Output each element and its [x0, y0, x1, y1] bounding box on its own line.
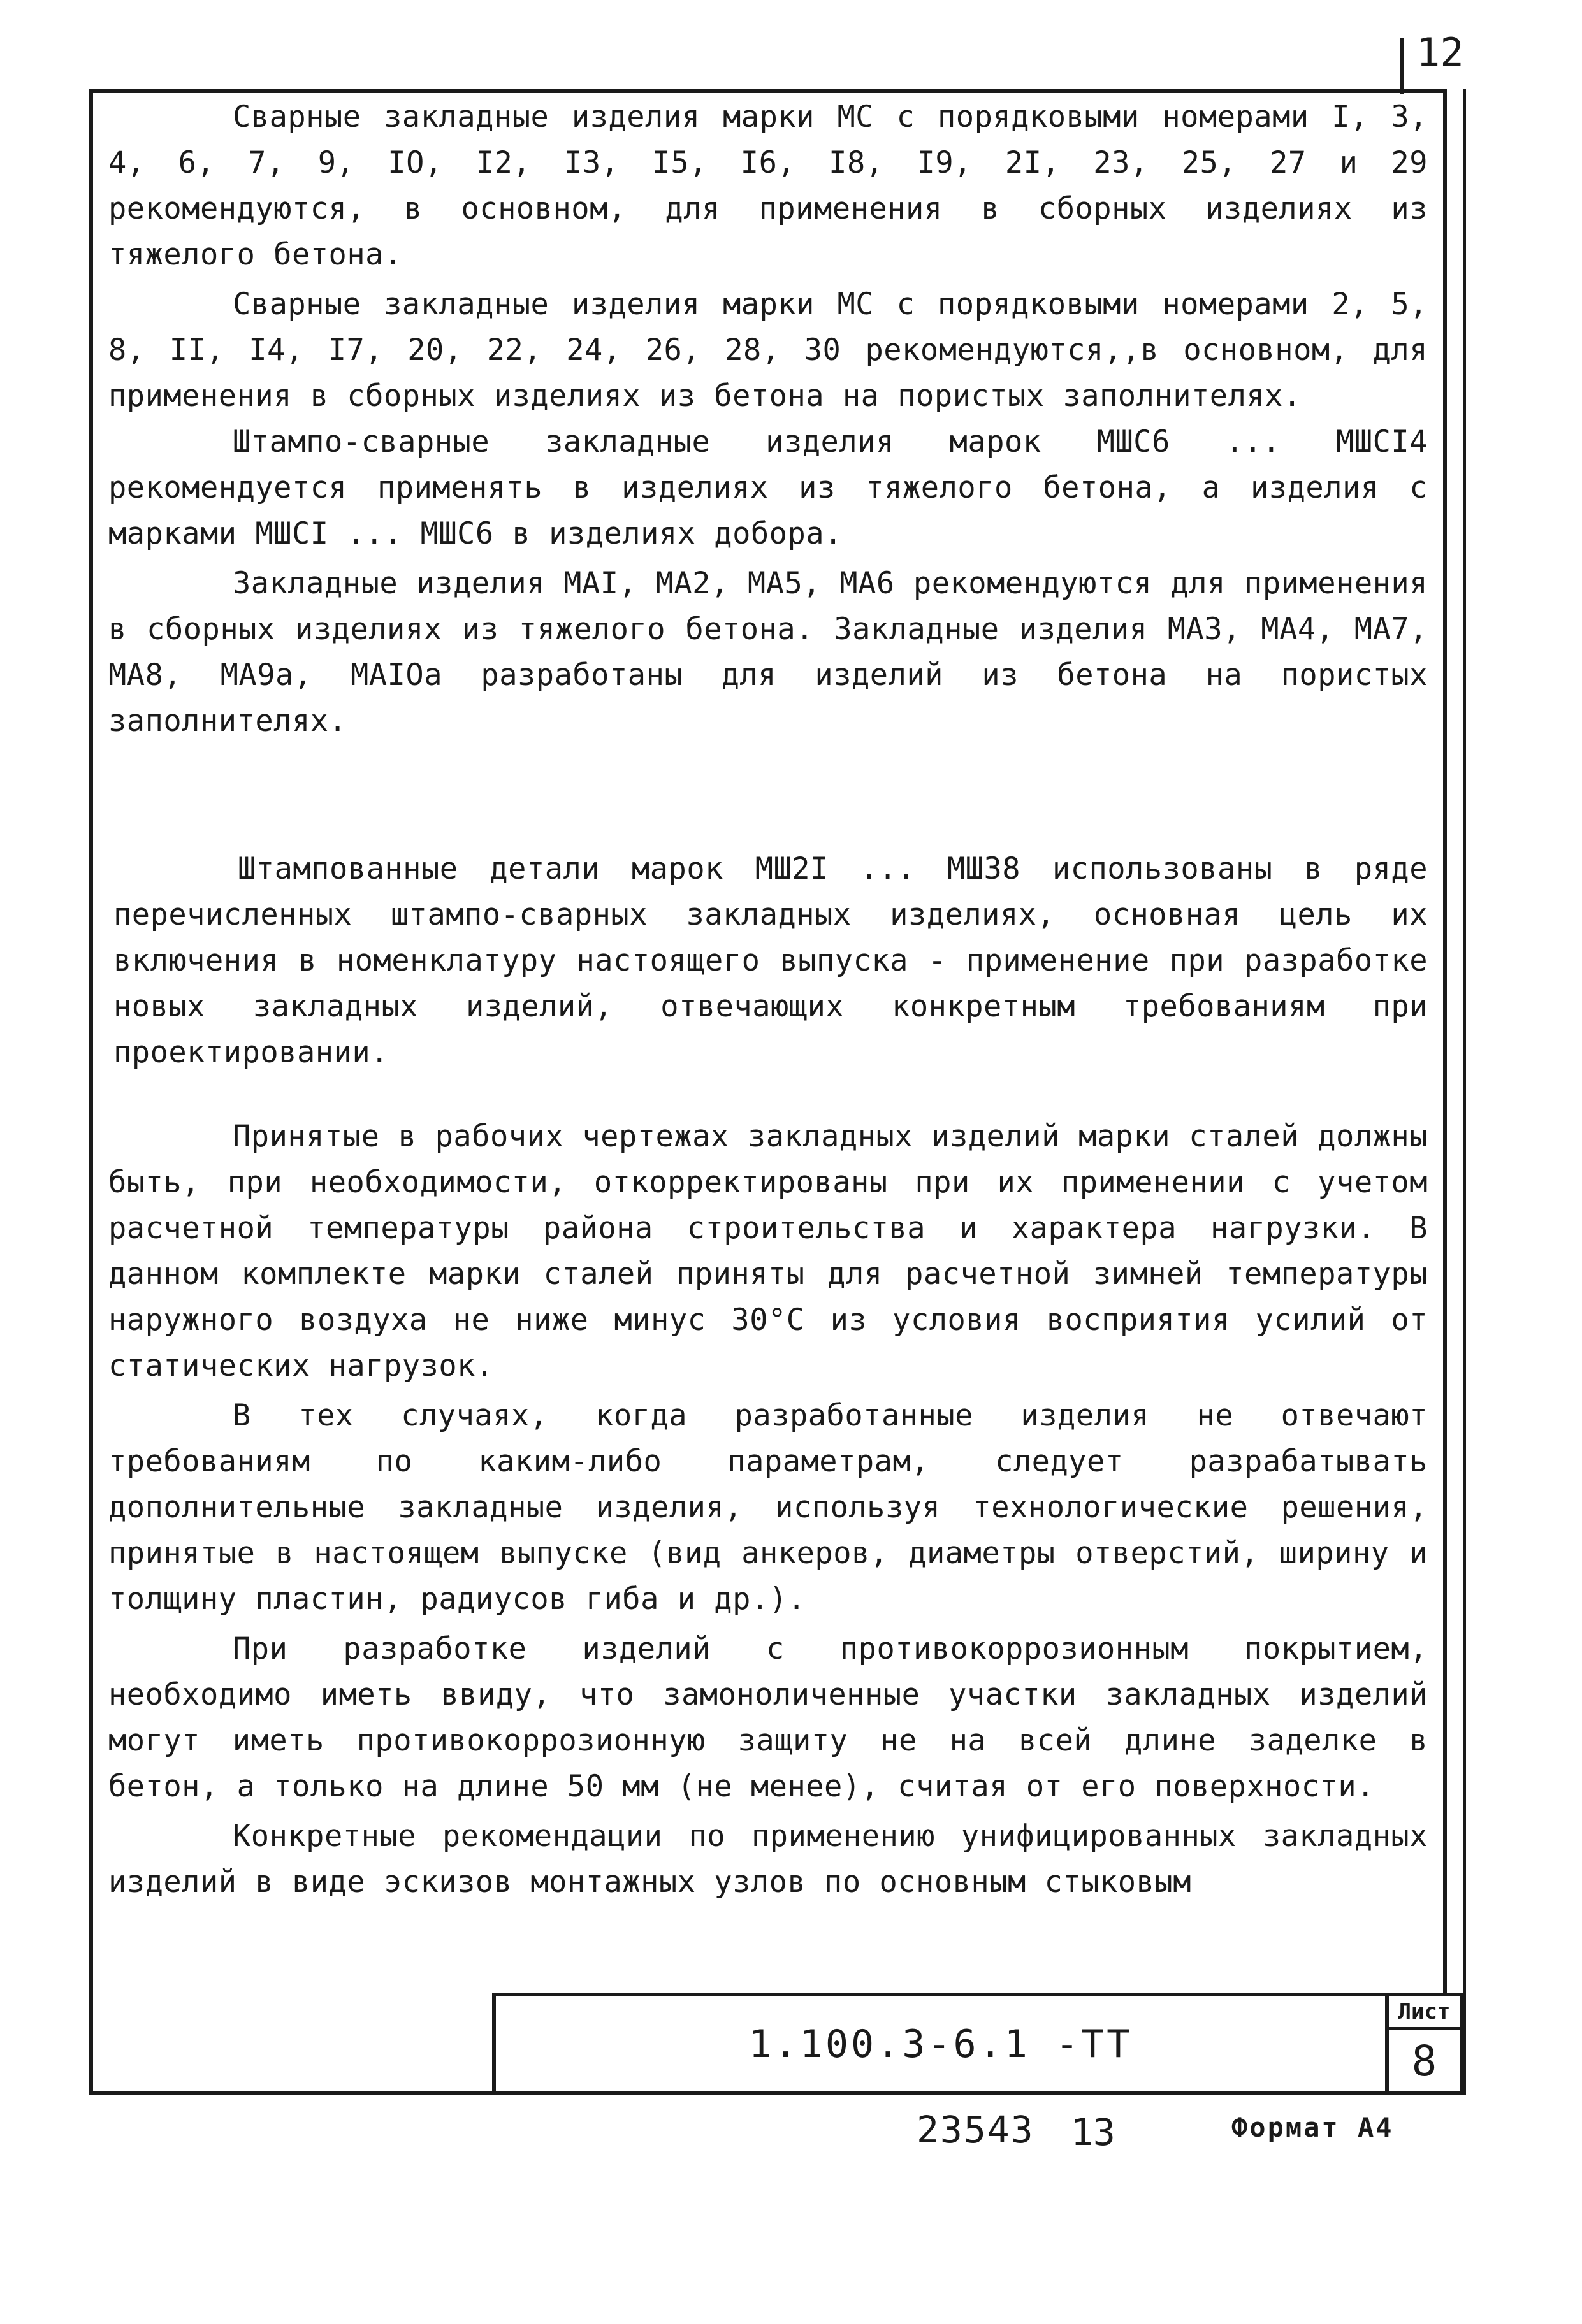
paragraph-4: Закладные изделия МАI, МА2, МА5, МА6 рекомендуются для применения в сборных изделиях из тяжелого бетона. Закладные изделия МА3, МА4, МА7, МА8, МА9а, МАIOа разработаны для изделий из бетона на пористых заполнителях.	[108, 566, 1428, 739]
paragraph-5: Штампованные детали марок МШ2I ... МШ38 использованы в ряде перечисленных штампо-сварных закладных изделиях, основная цель их включения в номенклатуру настоящего выпуска - применение при разработке новых закладных изделий, отвечающих конкретным требованиям при проектировании.	[113, 851, 1428, 1070]
paragraph-2: Сварные закладные изделия марки МС с порядковыми номерами 2, 5, 8, II, I4, I7, 20, 22, 24, 26, 28, 30 рекомендуются,,в основном, для применения в сборных изделиях из бетона на пористых заполнителях.	[108, 287, 1428, 414]
inventory-number: 23543	[917, 2108, 1034, 2151]
page-format: Формат А4	[1231, 2112, 1394, 2143]
document-code: 1.100.3-6.1 -ТТ	[748, 2021, 1133, 2067]
corner-mark	[1400, 38, 1404, 94]
sheet-label: Лист	[1389, 1996, 1460, 2030]
paragraph-9: Конкретные рекомендации по применению унифицированных закладных изделий в виде эскизов монтажных узлов по основным стыковым	[108, 1819, 1428, 1900]
paragraph-3: Штампо-сварные закладные изделия марок МШС6 ... МШСI4 рекомендуется применять в изделиях из тяжелого бетона, а изделия с марками МШСI ... МШС6 в изделиях добора.	[108, 424, 1428, 551]
copy-number: 13	[1071, 2111, 1115, 2154]
frame-right-line	[1463, 89, 1466, 2095]
paragraph-7: В тех случаях, когда разработанные изделия не отвечают требованиям по каким-либо параметрам, следует разрабатывать дополнительные закладные изделия, используя технологические решения, принятые в настоящем выпуске (вид анкеров, диаметры отверстий, ширину и толщину пластин, радиусов гиба и др.).	[108, 1398, 1428, 1617]
paragraph-1: Сварные закладные изделия марки МС с порядковыми номерами I, 3, 4, 6, 7, 9, IO, I2, I3, I5, I6, I8, I9, 2I, 23, 25, 27 и 29 рекомендуются, в основном, для применения в сборных изделиях из тяжелого бетона.	[108, 99, 1428, 272]
title-block	[492, 1993, 1463, 2095]
body-text	[108, 94, 1428, 1905]
sheet-number: 8	[1411, 2036, 1437, 2086]
corner-page-number: 12	[1416, 29, 1464, 76]
paragraph-6: Принятые в рабочих чертежах закладных изделий марки сталей должны быть, при необходимости, откорректированы при их применении с учетом расчетной температуры района строительства и характера нагрузки. В данном комплекте марки сталей приняты для расчетной зимней температуры наружного воздуха не ниже минус 30°С из условия восприятия усилий от статических нагрузок.	[108, 1119, 1428, 1383]
paragraph-8: При разработке изделий с противокоррозионным покрытием, необходимо иметь ввиду, что замоноличенные участки закладных изделий могут иметь противокоррозионную защиту не на всей длине заделке в бетон, а только на длине 50 мм (не менее), считая от его поверхности.	[108, 1631, 1428, 1804]
